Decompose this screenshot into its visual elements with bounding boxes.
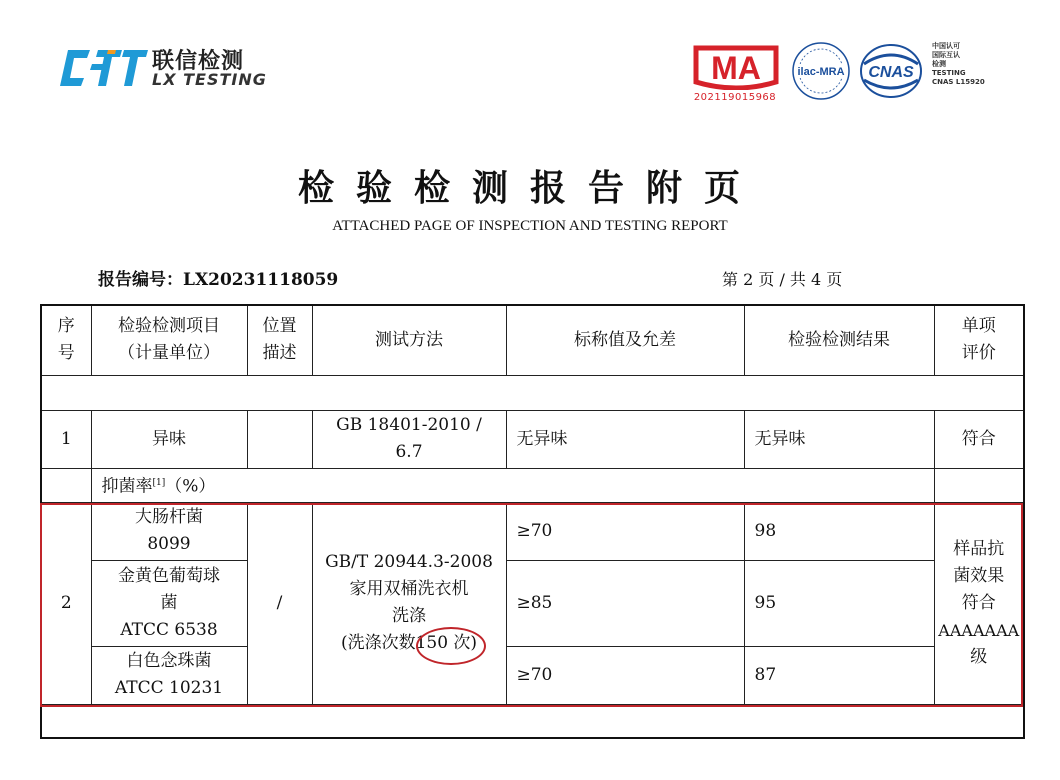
cnas-line: 国际互认	[932, 51, 960, 59]
wash-count: 150 次)	[415, 633, 478, 653]
header-nominal: 标称值及允差	[506, 305, 744, 375]
row1-method: GB 18401-2010 / 6.7	[312, 410, 506, 468]
row1-seq: 1	[41, 410, 91, 468]
blank-row	[41, 704, 1024, 738]
row1-result: 无异味	[744, 410, 934, 468]
cnas-accreditation-text	[932, 42, 985, 87]
lct-logo-icon	[60, 46, 148, 90]
table-row	[41, 646, 1024, 704]
svg-text:MA: MA	[711, 50, 761, 86]
cnas-line: 中国认可	[932, 42, 960, 50]
blank-cell	[41, 704, 1024, 738]
cma-number: 202119015968	[693, 92, 777, 103]
row2-seq-top	[41, 468, 91, 502]
table-header-row	[41, 305, 1024, 375]
ilac-mra-icon	[790, 40, 852, 102]
table-row	[41, 560, 1024, 646]
document-title-english: ATTACHED PAGE OF INSPECTION AND TESTING REPORT	[332, 218, 728, 234]
header-result: 检验检测结果	[744, 305, 934, 375]
table-row	[41, 502, 1024, 560]
row2-seq: 2	[41, 502, 91, 704]
company-logo	[60, 44, 290, 94]
row2-sub1-result: 98	[744, 502, 934, 560]
row1-item: 异味	[91, 410, 247, 468]
row2-position: /	[247, 502, 312, 704]
cnas-line: 检测	[932, 60, 946, 68]
certification-marks	[688, 40, 998, 104]
header-item: 检验检测项目 （计量单位）	[91, 305, 247, 375]
svg-text:ilac-MRA: ilac-MRA	[797, 66, 845, 78]
row2-evaluation: 样品抗 菌效果 符合 AAAAAAA 级	[934, 502, 1024, 704]
report-number: 报告编号：LX20231118059	[98, 270, 339, 290]
row1-position	[247, 410, 312, 468]
table-row	[41, 410, 1024, 468]
logo-english-name: LX TESTING	[152, 70, 267, 89]
row2-sub3-nominal: ≥70	[506, 646, 744, 704]
cnas-line: CNAS L15920	[932, 78, 985, 86]
table-row	[41, 468, 1024, 502]
page-indicator: 第 2 页 / 共 4 页	[722, 270, 843, 289]
row2-sub2-nominal: ≥85	[506, 560, 744, 646]
document-title: 检验检测报告附页	[297, 167, 762, 209]
svg-text:CNAS: CNAS	[868, 64, 914, 81]
cnas-line: TESTING	[932, 69, 966, 77]
results-table	[40, 304, 1025, 739]
header-seq: 序 号	[41, 305, 91, 375]
blank-row	[41, 375, 1024, 410]
row2-sub2-name: 金黄色葡萄球 菌 ATCC 6538	[91, 560, 247, 646]
row2-method: GB/T 20944.3-2008 家用双桶洗衣机 洗涤 (洗涤次数150 次)	[312, 502, 506, 704]
logo-chinese-name: 联信检测	[152, 49, 245, 74]
row2-sub1-name: 大肠杆菌 8099	[91, 502, 247, 560]
blank-cell	[41, 375, 1024, 410]
row2-sub3-result: 87	[744, 646, 934, 704]
row2-sub1-nominal: ≥70	[506, 502, 744, 560]
header-position: 位置 描述	[247, 305, 312, 375]
cma-seal-icon	[690, 42, 782, 90]
row2-eval-top	[934, 468, 1024, 502]
cnas-logo-icon	[858, 42, 924, 100]
row2-sub3-name: 白色念珠菌 ATCC 10231	[91, 646, 247, 704]
row1-nominal: 无异味	[506, 410, 744, 468]
row1-evaluation: 符合	[934, 410, 1024, 468]
header-evaluation: 单项 评价	[934, 305, 1024, 375]
row2-group-label: 抑菌率[1]（%）	[91, 468, 934, 502]
row2-sub2-result: 95	[744, 560, 934, 646]
header-method: 测试方法	[312, 305, 506, 375]
